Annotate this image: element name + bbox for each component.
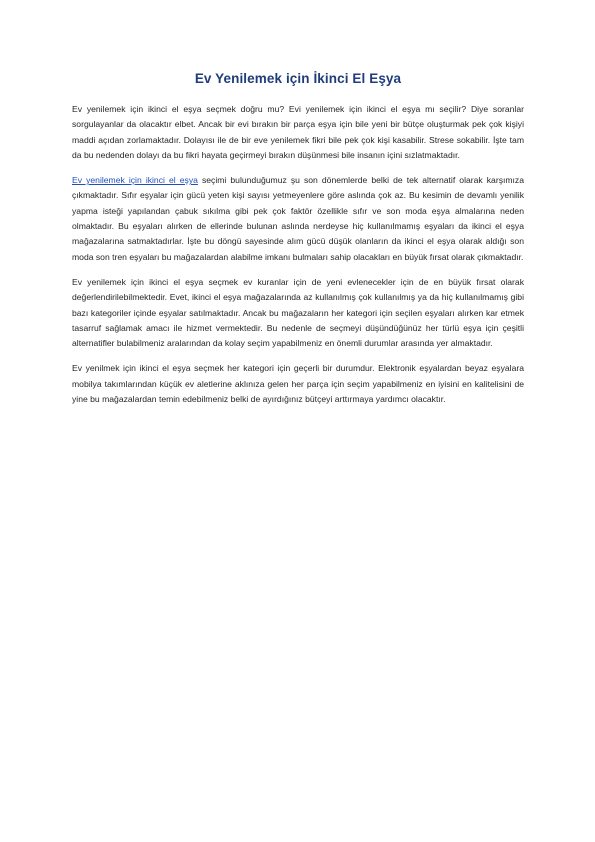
- paragraph-2-text: seçimi bulunduğumuz şu son dönemlerde belki de tek alternatif olarak karşımıza çıkmaktadır. Sıfır eşyalar için gücü yeten kişi sayısı yetmeyenlere göre aslında çok az. Bu kesimin de devamlı yenilik yapma isteği yapılandan çabuk sıkılma gibi pek çok faktör özellikle sıfır ve son moda eşya almalarına neden olmaktadır. Bu eşyaları alırken de ellerinde bulunan aslında nerdeyse hiç kullanılmamış eşyaları da ikinci el eşya mağazalarına satmaktadırlar. İşte bu döngü sayesinde alım gücü düşük olanların da ikinci el eşya olarak aldığı son moda son tren eşyaları bu mağazalardan alabilme imkanı bulmaları sahip olacakları en büyük fırsat olarak çıkmaktadır.: [72, 175, 525, 262]
- paragraph-4-text: Ev yenilmek için ikinci el eşya seçmek her kategori için geçerli bir durumdur. Elektronik eşyalardan beyaz eşyalara mobilya takımlarından küçük ev aletlerine aklınıza gelen her parça için seçim yapabilmeniz en iyisini en kalitelisini de yine bu mağazalardan temin edebilmeniz belki de ayırdığınız bütçeyi arttırmaya yardımcı olacaktır.: [72, 363, 524, 405]
- ikinci-el-esya-link[interactable]: Ev yenilemek için ikinci el eşya: [72, 175, 198, 186]
- paragraph-3: [72, 275, 524, 351]
- paragraph-1-text: Ev yenilemek için ikinci el eşya seçmek doğru mu? Evi yenilemek için ikinci el eşya mı seçilir? Diye soranlar sorgulayanlar da olacaktır elbet. Ancak bir evi bırakın bir parça eşya için bile yeni bir bütçe oluşturmak pek çok kişiyi maddi açıdan zorlamaktadır. Dolayısı ile de bir eve yenilemek fikri bile pek çok kişi kasabilir. Strese sokabilir. İşte tam da bu nedenden dolayı da bu fikri hayata geçirmeyi bırakın düşünmesi bile insanın içini sızlatmaktadır.: [72, 104, 524, 160]
- paragraph-3-text: Ev yenilemek için ikinci el eşya seçmek ev kuranlar için de yeni evlenecekler için de en büyük fırsat olarak değerlendirilebilmektedir. Evet, ikinci el eşya mağazalarında az kullanılmış çok kullanılmış ya da hiç kullanılmamış gibi bazı kategoriler içinde eşyalar satılmaktadır. Ancak bu mağazaların her kategori için seçilen eşyaları alırken kar etmek tasarruf sağlamak amacı ile hizmet vermektedir. Bu nedenle de seçmeyi düşündüğünüz her türlü eşya için çeşitli alternatifler bulabilmeniz aralarından da kolay seçim yapabilmeniz en önemli durumlar arasında yer almaktadır.: [72, 276, 524, 349]
- document-title: Ev Yenilemek için İkinci El Eşya: [194, 71, 402, 86]
- document-body: [72, 102, 524, 417]
- document-page: [72, 0, 524, 842]
- paragraph-4: [72, 361, 524, 407]
- paragraph-2: [72, 173, 524, 265]
- paragraph-1: [72, 102, 524, 163]
